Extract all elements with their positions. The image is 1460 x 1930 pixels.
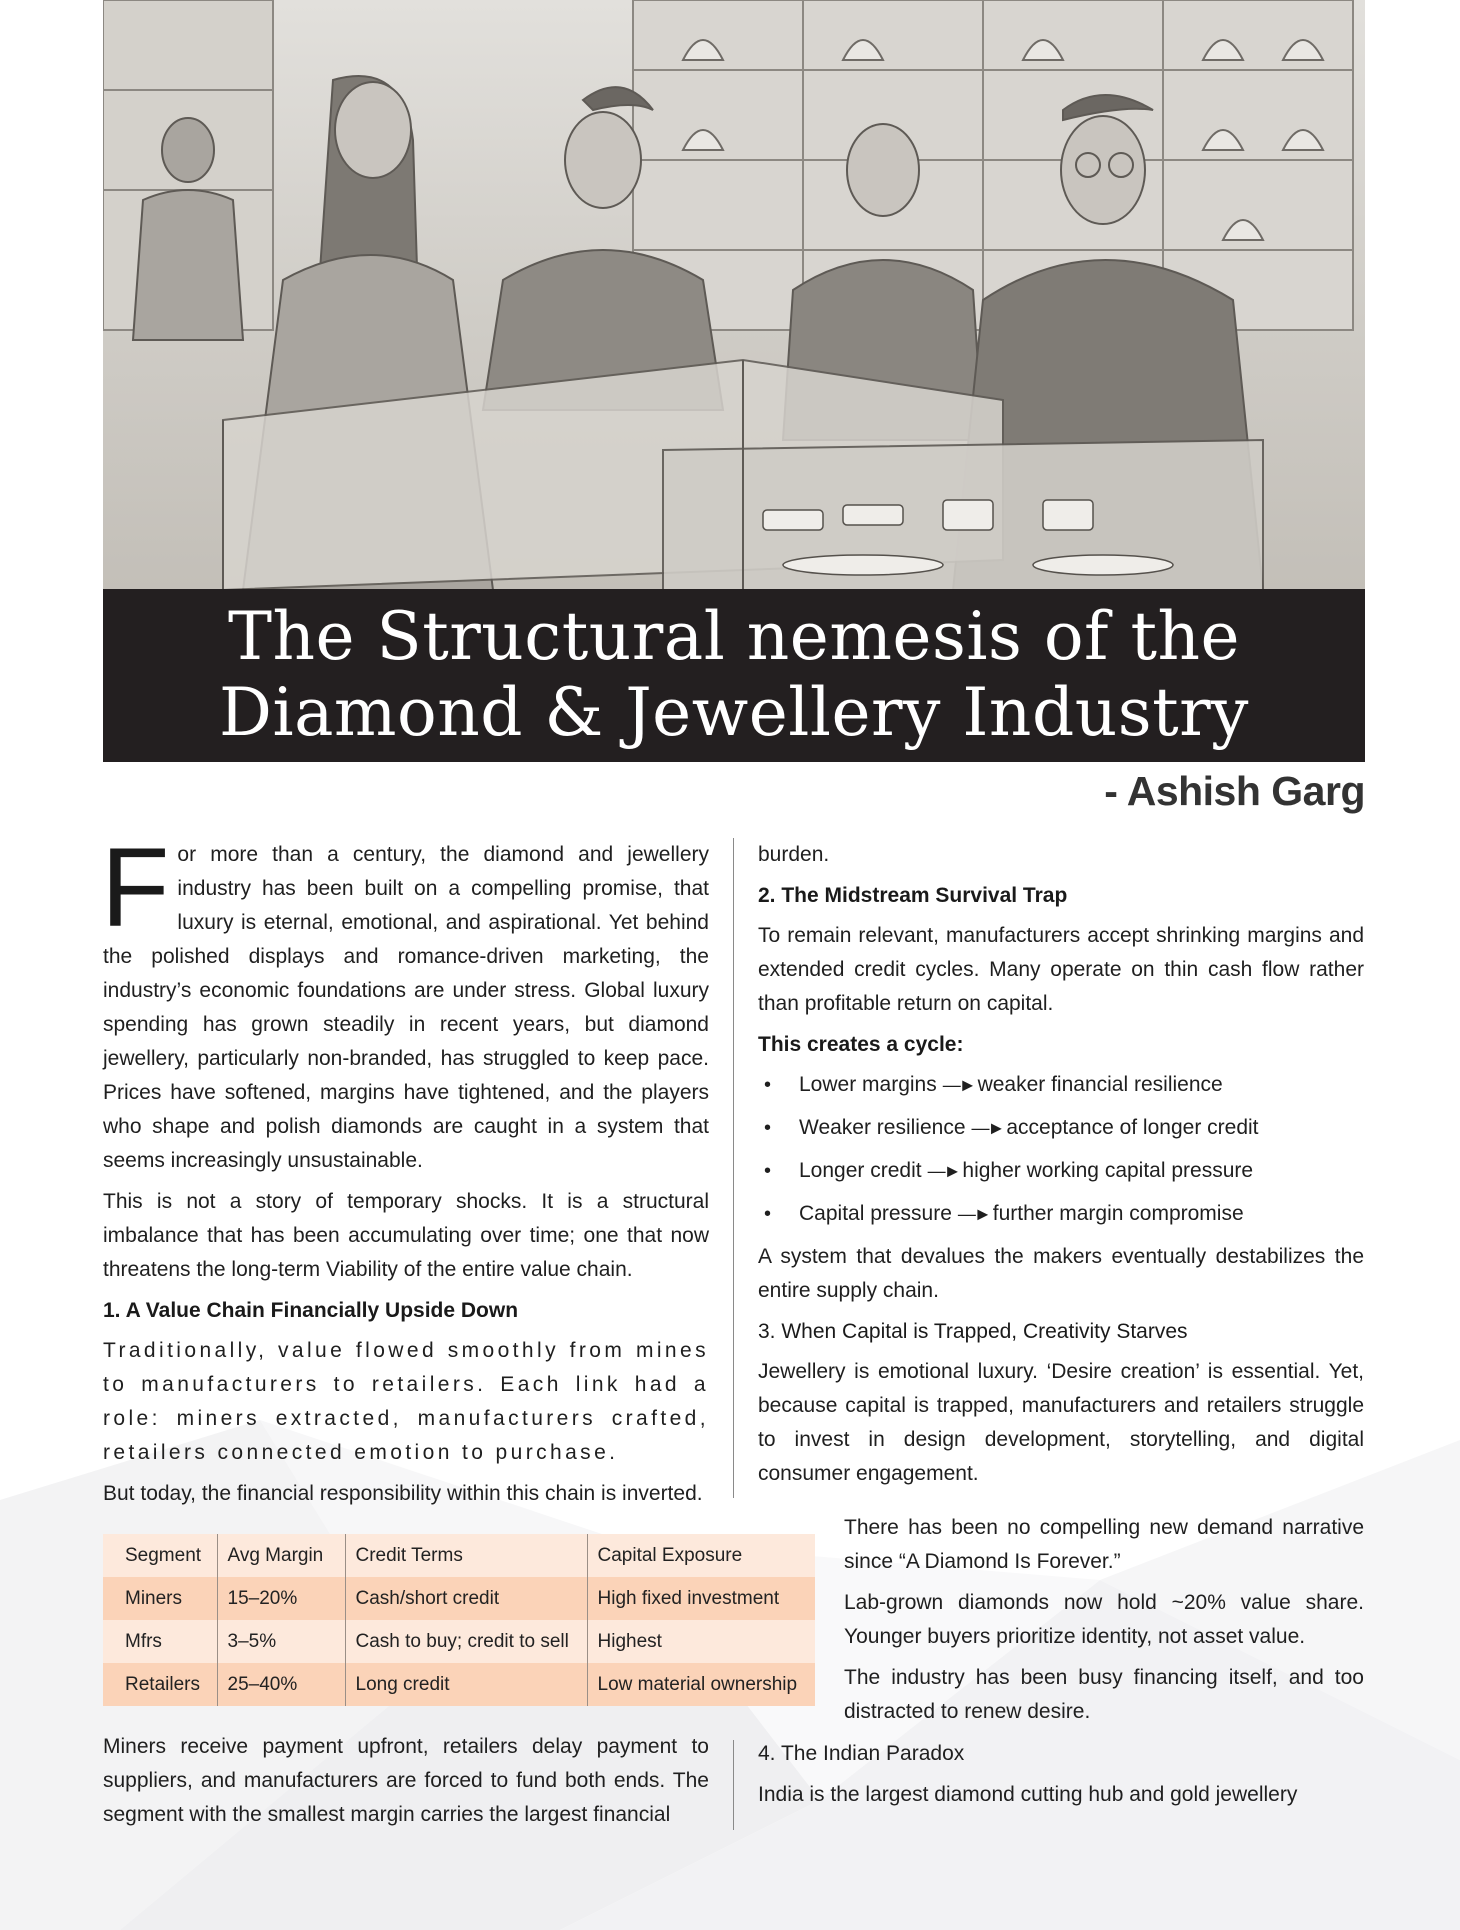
bullet-icon: • bbox=[764, 1203, 772, 1225]
paragraph-text: Traditionally, value flowed smoothly from mines to manufacturers to retailers. Each link had a role: miners extracted, manufacturers crafted, retailers connected emotion to purchase. bbox=[103, 1339, 709, 1464]
paragraph: Lab-grown diamonds now hold ~20% value share. Younger buyers prioritize identity, not asset value. bbox=[844, 1591, 1364, 1648]
table-cell: High fixed investment bbox=[597, 1587, 780, 1609]
right-column-indented bbox=[844, 1511, 1364, 1736]
table-cell: Miners bbox=[103, 1577, 217, 1620]
table-cell: Low material ownership bbox=[597, 1673, 798, 1695]
continuation-text: burden. bbox=[758, 843, 830, 866]
list-item bbox=[758, 1068, 1364, 1102]
cycle-from: Capital pressure bbox=[799, 1202, 952, 1225]
table-cell: Retailers bbox=[103, 1663, 217, 1706]
paragraph: But today, the financial responsibility within this chain is inverted. bbox=[103, 1482, 703, 1505]
section-heading-1: 1. A Value Chain Financially Upside Down bbox=[103, 1299, 519, 1322]
table-cell: 15–20% bbox=[217, 1577, 345, 1620]
arrow-right-icon: —► bbox=[957, 1204, 990, 1224]
intro-text: or more than a century, the diamond and jewellery industry has been built on a compelling promise, that luxury is eternal, emotional, and aspirational. Yet behind the polished displays and romance-driven marketing, the industry’s economic foundations are under stress. Global luxury spending has grown steadily in recent years, but diamond jewellery, particularly non-branded, has struggled to keep pace. Prices have softened, margins have tightened, and the players who shape and polish diamonds are caught in a system that seems increasingly unsustainable. bbox=[103, 843, 709, 1172]
author-byline: - Ashish Garg bbox=[1104, 768, 1365, 814]
value-chain-table bbox=[103, 1534, 815, 1706]
table-header-cell: Capital Exposure bbox=[597, 1544, 743, 1566]
cycle-to: acceptance of longer credit bbox=[1006, 1116, 1259, 1139]
list-item bbox=[758, 1111, 1364, 1145]
paragraph: India is the largest diamond cutting hub and gold jewellery bbox=[758, 1783, 1298, 1806]
bullet-icon: • bbox=[764, 1117, 772, 1139]
title-line-1: The Structural nemesis of the bbox=[227, 598, 1241, 675]
arrow-right-icon: —► bbox=[927, 1161, 960, 1181]
left-column bbox=[101, 825, 709, 1518]
section-heading-3: 3. When Capital is Trapped, Creativity Starves bbox=[758, 1320, 1188, 1343]
section-heading-2: 2. The Midstream Survival Trap bbox=[758, 884, 1068, 907]
list-item bbox=[758, 1154, 1364, 1188]
table-cell: 3–5% bbox=[217, 1620, 345, 1663]
cycle-from: Weaker resilience bbox=[799, 1116, 966, 1139]
cycle-from: Lower margins bbox=[799, 1073, 937, 1096]
table-header-cell: Avg Margin bbox=[217, 1534, 345, 1577]
jewellery-store-sketch-icon bbox=[103, 0, 1365, 590]
table-row bbox=[103, 1663, 815, 1706]
paragraph: This is not a story of temporary shocks. It is a structural imbalance that has been accumulating over time; one that now threatens the long-term Viability of the entire value chain. bbox=[103, 1190, 709, 1281]
left-column-bottom bbox=[103, 1730, 709, 1832]
drop-cap: F bbox=[101, 825, 170, 950]
cycle-to: weaker financial resilience bbox=[977, 1073, 1223, 1096]
bullet-icon: • bbox=[764, 1074, 772, 1096]
table-header-row bbox=[103, 1534, 815, 1577]
column-divider bbox=[733, 838, 734, 1498]
arrow-right-icon: —► bbox=[942, 1075, 975, 1095]
paragraph: Miners receive payment upfront, retailers delay payment to suppliers, and manufacturers are forced to fund both ends. The segment with the smallest margin carries the largest financial bbox=[103, 1735, 709, 1826]
table-cell: Cash to buy; credit to sell bbox=[345, 1620, 587, 1663]
table-cell: Long credit bbox=[345, 1663, 587, 1706]
list-item bbox=[758, 1197, 1364, 1231]
table-cell: Highest bbox=[597, 1630, 662, 1652]
cycle-to: higher working capital pressure bbox=[962, 1159, 1254, 1182]
table-cell: 25–40% bbox=[217, 1663, 345, 1706]
bullet-icon: • bbox=[764, 1160, 772, 1182]
title-line-2: Diamond & Jewellery Industry bbox=[219, 674, 1249, 751]
article-title bbox=[103, 589, 1365, 762]
cycle-from: Longer credit bbox=[799, 1159, 922, 1182]
right-column-bottom bbox=[758, 1737, 1364, 1812]
hero-image bbox=[103, 0, 1365, 590]
paragraph: The industry has been busy financing itself, and too distracted to renew desire. bbox=[844, 1666, 1364, 1723]
table-cell: Mfrs bbox=[103, 1620, 217, 1663]
cycle-list bbox=[758, 1068, 1364, 1231]
column-divider-lower bbox=[733, 1740, 734, 1830]
arrow-right-icon: —► bbox=[971, 1118, 1004, 1138]
paragraph: There has been no compelling new demand narrative since “A Diamond Is Forever.” bbox=[844, 1516, 1364, 1573]
right-column bbox=[758, 838, 1364, 1498]
table-cell: Cash/short credit bbox=[345, 1577, 587, 1620]
cycle-heading: This creates a cycle: bbox=[758, 1033, 964, 1056]
paragraph: To remain relevant, manufacturers accept shrinking margins and extended credit cycles. Many operate on thin cash flow rather than profitable return on capital. bbox=[758, 924, 1364, 1015]
intro-paragraph bbox=[101, 825, 709, 1178]
table-row bbox=[103, 1577, 815, 1620]
table-header-cell: Segment bbox=[103, 1534, 217, 1577]
cycle-to: further margin compromise bbox=[992, 1202, 1244, 1225]
table-row bbox=[103, 1620, 815, 1663]
paragraph bbox=[103, 1334, 709, 1470]
section-heading-4: 4. The Indian Paradox bbox=[758, 1742, 965, 1765]
paragraph: A system that devalues the makers eventually destabilizes the entire supply chain. bbox=[758, 1245, 1364, 1302]
table-header-cell: Credit Terms bbox=[345, 1534, 587, 1577]
paragraph: Jewellery is emotional luxury. ‘Desire creation’ is essential. Yet, because capital is trapped, manufacturers and retailers struggle to invest in design development, storytelling, and digital consumer engagement. bbox=[758, 1360, 1364, 1485]
